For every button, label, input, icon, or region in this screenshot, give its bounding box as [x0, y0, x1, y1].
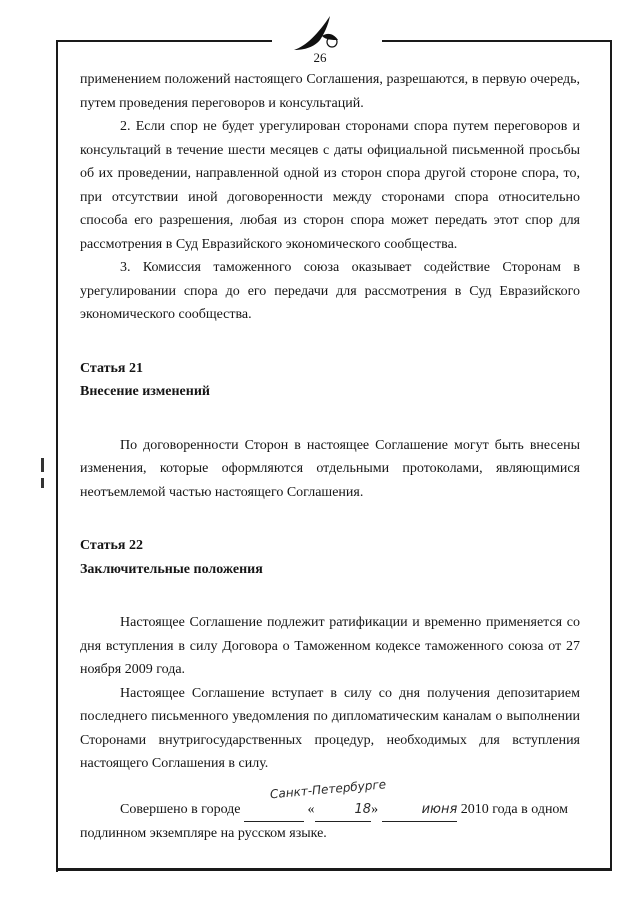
paragraph: 3. Комиссия таможенного союза оказывает содействие Сторонам в урегулировании спора до его передачи для рассмотрения в Суд Евразийского экономического сообщества. — [80, 260, 580, 322]
page-number: 26 — [313, 50, 327, 65]
close-quote: » — [371, 801, 379, 817]
signature-prefix: Совершено в городе — [120, 801, 241, 817]
margin-mark — [41, 458, 44, 472]
handwritten-month: июня — [382, 798, 458, 823]
frame-right-border — [610, 40, 612, 868]
open-quote: « — [307, 801, 315, 817]
article-number: Статья 21 — [80, 360, 143, 376]
frame-bottom-border — [56, 868, 612, 871]
paragraph: По договоренности Сторон в настоящее Соглашение могут быть внесены изменения, которые оформляются отдельными протоколами, являющимися неотъемлемой частью настоящего Соглашения. — [80, 437, 580, 500]
margin-mark — [41, 478, 44, 488]
paragraph: Настоящее Соглашение подлежит ратификации и временно применяется со дня вступления в силу Договора о Таможенном кодексе таможенного союза от 27 ноября 2009 года. — [80, 615, 580, 677]
document-body — [80, 68, 580, 846]
frame-left-border — [56, 40, 58, 872]
paragraph: 2. Если спор не будет урегулирован сторонами спора путем переговоров и консультаций в течение шести месяцев с даты официальной письменной просьбы об их проведении, направленной одной из сторон спора другой стороне спора, то, при отсутствии иной договоренности между сторонами спора относительно способа его разрешения, любая из сторон спора может передать этот спор для рассмотрения в Суд Евразийского экономического сообщества. — [80, 119, 580, 252]
article-number: Статья 22 — [80, 538, 143, 553]
article-title: Внесение изменений — [80, 384, 210, 399]
handwritten-city: Санкт-Петербурге — [269, 776, 387, 801]
paragraph: Настоящее Соглашение вступает в силу со дня получения депозитарием последнего письменного уведомления по дипломатическим каналам о выполнении Сторонами внутригосударственных процедур, необходимых для вступления настоящего Соглашения в силу. — [80, 685, 580, 771]
signature-line — [80, 776, 580, 823]
handwritten-day: 18 — [315, 798, 372, 823]
signature-line-2: подлинном экземпляре на русском языке. — [80, 826, 327, 841]
paragraph: применением положений настоящего Соглашения, разрешаются, в первую очередь, путем проведения переговоров и консультаций. — [80, 72, 580, 111]
article-title: Заключительные положения — [80, 561, 263, 577]
signature-suffix: 2010 года в одном — [460, 801, 569, 817]
